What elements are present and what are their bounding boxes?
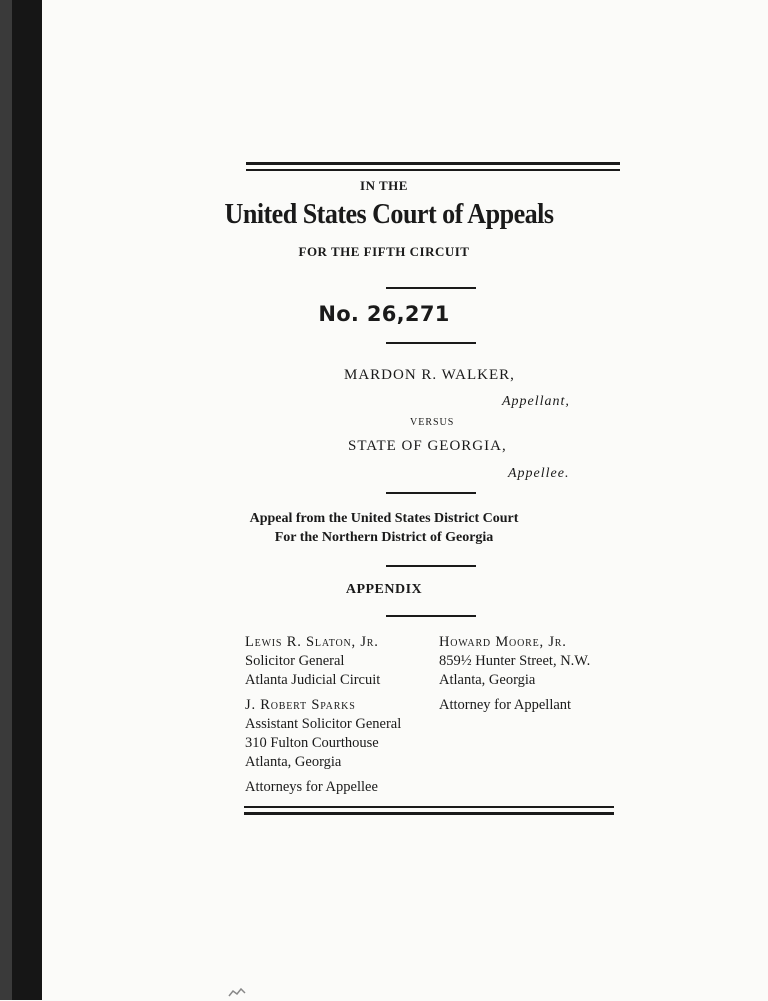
appellant-attorney-address: 859½ Hunter Street, N.W. — [439, 653, 591, 669]
appellee-attorney-1-name: Lewis R. Slaton, Jr. — [245, 634, 379, 650]
versus-label: VERSUS — [410, 417, 455, 428]
appellee-attorney-2-address: 310 Fulton Courthouse — [245, 735, 379, 751]
appeal-line-1: Appeal from the United States District Court — [249, 511, 519, 526]
appellee-name: STATE OF GEORGIA, — [348, 438, 507, 454]
divider-appendix — [386, 615, 476, 617]
scan-binding-edge — [0, 0, 42, 1000]
appellee-role: Appellee. — [508, 466, 570, 481]
appellee-attorney-2-title: Assistant Solicitor General — [245, 716, 402, 732]
scan-smudge — [228, 986, 246, 996]
appellant-role: Appellant, — [502, 394, 570, 409]
appellee-counsel-label: Attorneys for Appellee — [245, 779, 378, 795]
circuit-heading: FOR THE FIFTH CIRCUIT — [298, 244, 470, 259]
appellant-counsel-label: Attorney for Appellant — [439, 697, 572, 713]
divider-appeal — [386, 565, 476, 567]
bottom-rule-thin — [244, 806, 614, 808]
divider-case-bottom — [386, 342, 476, 344]
appellant-counsel-block — [439, 633, 590, 715]
appellee-attorney-2-name: J. Robert Sparks — [245, 697, 356, 713]
case-number: No. 26,271 — [318, 302, 450, 326]
appeal-line-2: For the Northern District of Georgia — [274, 530, 494, 545]
divider-parties — [386, 492, 476, 494]
in-the-heading: IN THE — [360, 178, 408, 193]
binding-shadow — [0, 0, 12, 1000]
divider-case-top — [386, 287, 476, 289]
appellant-attorney-name: Howard Moore, Jr. — [439, 634, 567, 650]
appellant-name: MARDON R. WALKER, — [344, 367, 515, 383]
top-rule-thin — [246, 169, 620, 171]
appellee-attorney-2-city: Atlanta, Georgia — [245, 754, 342, 770]
appellee-attorney-1-title: Solicitor General — [245, 653, 345, 669]
appellee-counsel-block — [245, 633, 401, 797]
court-title: United States Court of Appeals — [224, 198, 554, 230]
appellant-attorney-city: Atlanta, Georgia — [439, 672, 536, 688]
appendix-heading: APPENDIX — [345, 582, 423, 597]
top-rule-thick — [246, 162, 620, 165]
appellee-attorney-1-office: Atlanta Judicial Circuit — [245, 672, 381, 688]
bottom-rule-thick — [244, 812, 614, 815]
